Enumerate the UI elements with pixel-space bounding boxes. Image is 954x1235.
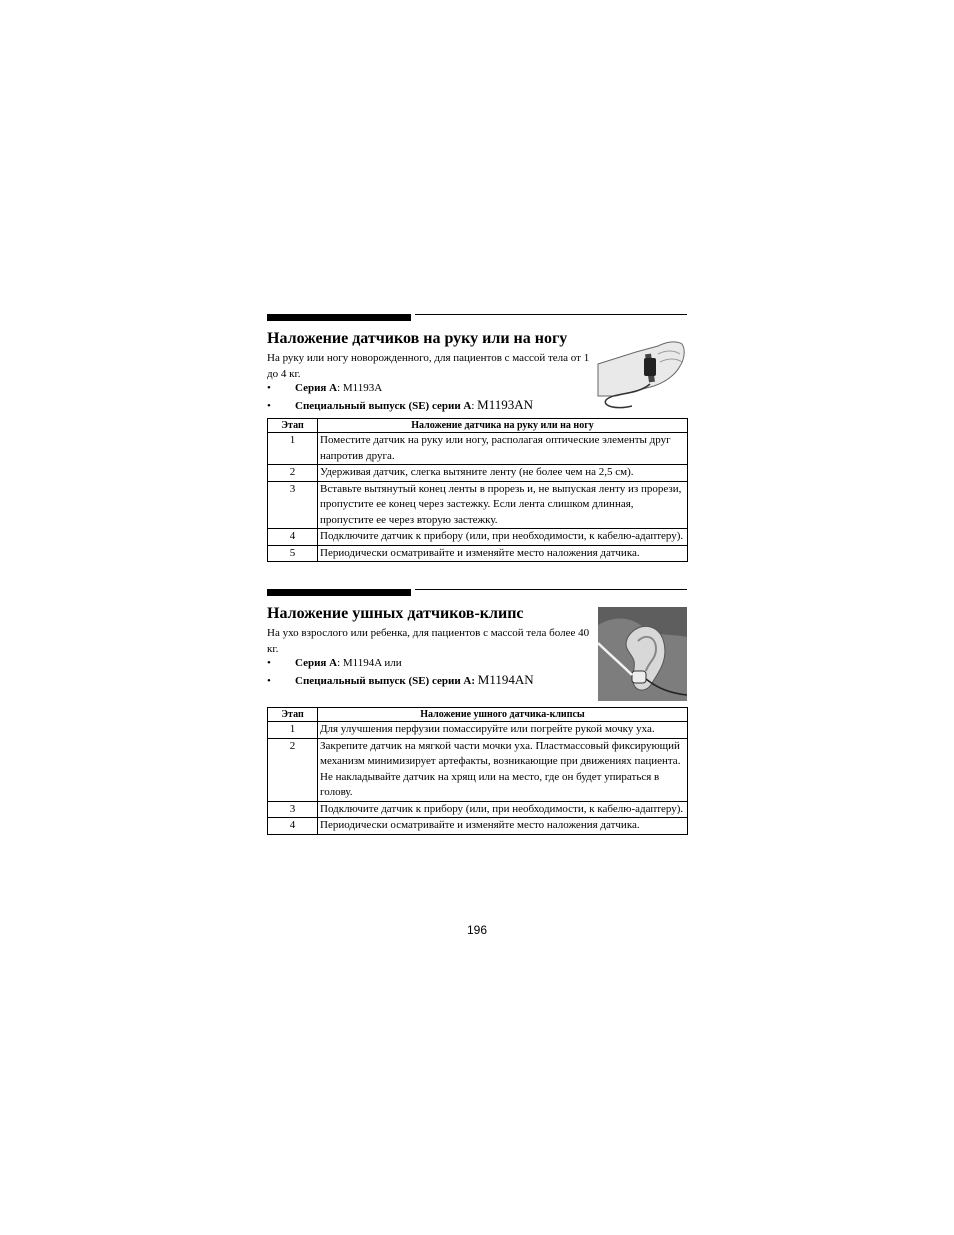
section2-bullet-2: • Специальный выпуск (SE) серии A: M1194AN [267, 672, 534, 687]
section1-bullet-1: • Серия A: M1193A [267, 382, 383, 394]
table-row [268, 545, 688, 562]
ear-clip-photo [598, 607, 687, 701]
section-rule-thick [267, 589, 411, 596]
table-row [268, 818, 688, 835]
step-number: 4 [268, 529, 318, 546]
step-number: 2 [268, 738, 318, 801]
section2-intro: На ухо взрослого или ребенка, для пациентов с массой тела более 40 кг. [267, 627, 590, 655]
step-text: Закрепите датчик на мягкой части мочки уха. Пластмассовый фиксирующий механизм минимизирует артефакты, возникающие при движениях пациента. Не накладывайте датчик на хрящ или на место, где он будет упираться в голову. [318, 738, 688, 801]
section2-steps-table [267, 707, 688, 835]
table-row [268, 529, 688, 546]
instruction-header: Наложение ушного датчика-клипсы [318, 708, 688, 722]
step-text: Для улучшения перфузии помассируйте или погрейте рукой мочку уха. [318, 722, 688, 739]
section1-bullet-2: • Специальный выпуск (SE) серии A: M1193AN [267, 397, 534, 412]
page-number: 196 [466, 923, 488, 937]
step-number: 5 [268, 545, 318, 562]
section-rule-thin [415, 589, 687, 590]
table-row [268, 801, 688, 818]
table-row [268, 481, 688, 529]
step-number: 1 [268, 722, 318, 739]
step-number: 1 [268, 433, 318, 465]
table-header-row [268, 708, 688, 722]
table-row [268, 722, 688, 739]
step-text: Подключите датчик к прибору (или, при необходимости, к кабелю-адаптеру). [318, 801, 688, 818]
section2-title: Наложение ушных датчиков-клипс [267, 605, 524, 622]
hand-sensor-photo [596, 334, 688, 412]
step-header: Этап [268, 708, 318, 722]
section-rule-thick [267, 314, 411, 321]
section-rule-thin [415, 314, 687, 315]
step-number: 3 [268, 801, 318, 818]
step-text: Периодически осматривайте и изменяйте место наложения датчика. [318, 545, 688, 562]
table-header-row [268, 419, 688, 433]
section1-intro: На руку или ногу новорожденного, для пациентов с массой тела от 1 до 4 кг. [267, 352, 590, 380]
step-header: Этап [268, 419, 318, 433]
instruction-header: Наложение датчика на руку или на ногу [318, 419, 688, 433]
step-number: 3 [268, 481, 318, 529]
step-text: Вставьте вытянутый конец ленты в прорезь и, не выпуская ленту из прорези, пропустите ее конец через застежку. Если лента слишком длинная, пропустите ее через вторую застежку. [318, 481, 688, 529]
section2-bullet-1: • Серия A: M1194A или [267, 657, 402, 669]
step-number: 4 [268, 818, 318, 835]
step-text: Удерживая датчик, слегка вытяните ленту (не более чем на 2,5 см). [318, 465, 688, 482]
section1-title: Наложение датчиков на руку или на ногу [267, 330, 568, 347]
table-row [268, 738, 688, 801]
step-text: Поместите датчик на руку или ногу, располагая оптические элементы друг напротив друга. [318, 433, 688, 465]
table-row [268, 433, 688, 465]
step-number: 2 [268, 465, 318, 482]
step-text: Подключите датчик к прибору (или, при необходимости, к кабелю-адаптеру). [318, 529, 688, 546]
step-text: Периодически осматривайте и изменяйте место наложения датчика. [318, 818, 688, 835]
section1-steps-table [267, 418, 688, 562]
table-row [268, 465, 688, 482]
